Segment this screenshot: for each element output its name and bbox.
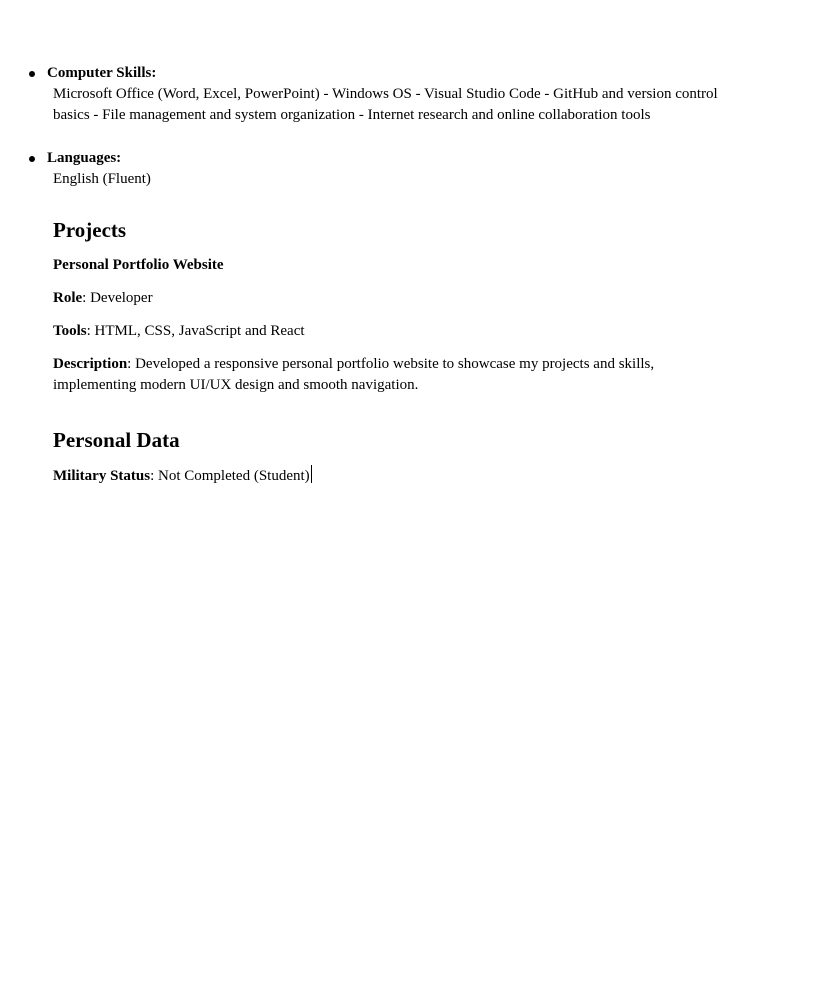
list-item-computer-skills [0, 63, 821, 126]
description-label: Description [53, 356, 128, 372]
tools-value: : HTML, CSS, JavaScript and React [86, 323, 305, 339]
skills-list [0, 63, 821, 190]
project-name: Personal Portfolio Website [53, 257, 224, 273]
text-cursor [311, 465, 312, 483]
skill-description: English (Fluent) [53, 171, 151, 187]
projects-heading: Projects [53, 218, 127, 242]
list-item-languages [0, 148, 821, 190]
bullet-icon [29, 156, 35, 162]
bullet-icon [29, 71, 35, 77]
skill-title: Computer Skills: [47, 65, 157, 81]
personal-data-heading: Personal Data [53, 428, 180, 452]
description-value: : Developed a responsive personal portfolio website to showcase my projects and skills, implementing modern UI/UX design and smooth navigation. [53, 356, 655, 393]
military-label: Military Status [53, 468, 151, 484]
tools-label: Tools [53, 323, 87, 339]
project-role [53, 288, 733, 309]
project-description [53, 354, 733, 396]
document-body[interactable] [0, 0, 821, 487]
projects-section [53, 217, 733, 396]
military-value: : Not Completed (Student) [150, 468, 310, 484]
skill-description: Microsoft Office (Word, Excel, PowerPoint) - Windows OS - Visual Studio Code - GitHub and version control basics - File management and system organization - Internet research and online collaboration tools [53, 86, 718, 123]
role-label: Role [53, 290, 83, 306]
military-status [53, 465, 733, 487]
skill-title: Languages: [47, 150, 122, 166]
role-value: : Developer [82, 290, 153, 306]
project-tools [53, 321, 733, 342]
personal-data-section [53, 427, 733, 487]
